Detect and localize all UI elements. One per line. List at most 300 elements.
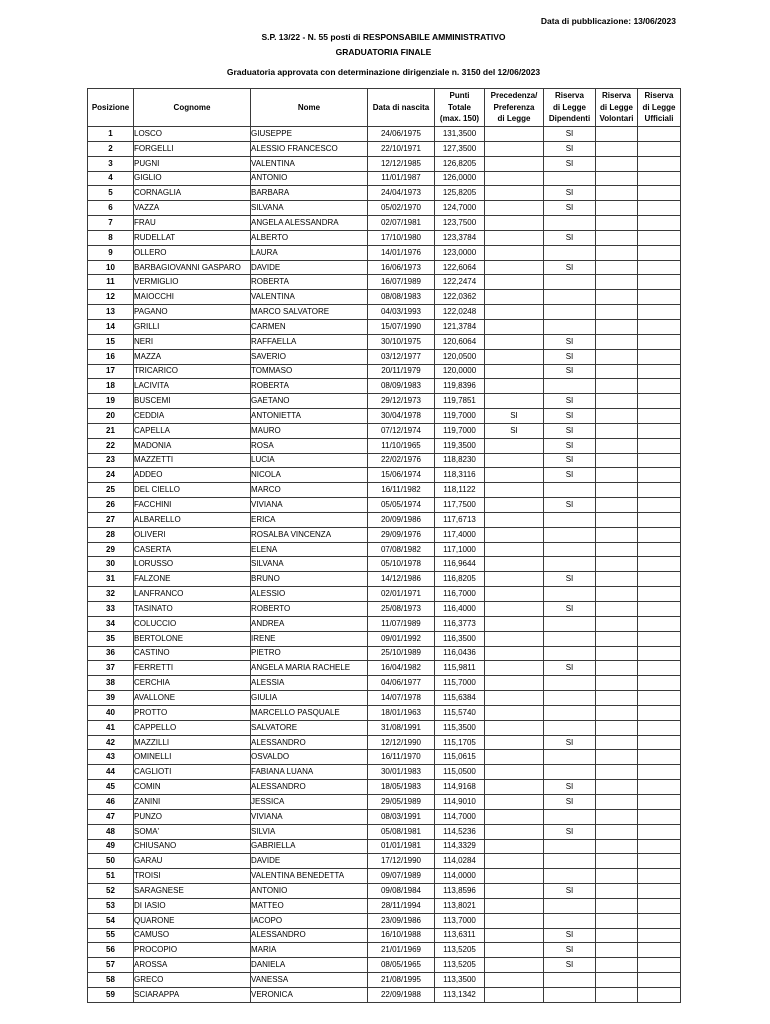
cell-nome: ROSALBA VINCENZA [251, 527, 368, 542]
header-line: Preferenza [493, 102, 535, 112]
cell-precedenza [485, 824, 544, 839]
cell-punti-totale: 116,8205 [435, 572, 485, 587]
cell-riserva-ufficiali [638, 987, 681, 1002]
cell-posizione: 59 [88, 987, 134, 1002]
cell-punti-totale: 121,3784 [435, 319, 485, 334]
cell-posizione: 1 [88, 127, 134, 142]
cell-precedenza [485, 705, 544, 720]
cell-data-nascita: 09/01/1992 [368, 631, 435, 646]
table-row [88, 676, 681, 691]
cell-riserva-ufficiali [638, 290, 681, 305]
cell-riserva-ufficiali [638, 616, 681, 631]
cell-riserva-dipendenti [544, 646, 596, 661]
table-row [88, 171, 681, 186]
cell-posizione: 46 [88, 794, 134, 809]
approval-note: Graduatoria approvata con determinazione dirigenziale n. 3150 del 12/06/2023 [226, 67, 541, 77]
cell-riserva-dipendenti [544, 512, 596, 527]
cell-riserva-dipendenti: SI [544, 780, 596, 795]
cell-riserva-dipendenti: SI [544, 824, 596, 839]
cell-nome: GIULIA [251, 691, 368, 706]
cell-posizione: 47 [88, 809, 134, 824]
cell-nome: ANTONIO [251, 171, 368, 186]
cell-riserva-volontari [596, 260, 638, 275]
cell-cognome: PUNZO [134, 809, 251, 824]
cell-riserva-volontari [596, 319, 638, 334]
cell-precedenza [485, 260, 544, 275]
table-row [88, 319, 681, 334]
table-row [88, 349, 681, 364]
cell-riserva-dipendenti: SI [544, 186, 596, 201]
cell-cognome: MADONIA [134, 438, 251, 453]
cell-riserva-ufficiali [638, 156, 681, 171]
cell-punti-totale: 114,0000 [435, 869, 485, 884]
cell-posizione: 26 [88, 498, 134, 513]
cell-riserva-ufficiali [638, 898, 681, 913]
cell-cognome: CAPPELLO [134, 720, 251, 735]
cell-riserva-volontari [596, 171, 638, 186]
cell-precedenza [485, 958, 544, 973]
cell-riserva-ufficiali [638, 913, 681, 928]
cell-nome: LUCIA [251, 453, 368, 468]
header-line: Riserva [602, 91, 631, 101]
header-line: di Legge [642, 102, 676, 112]
cell-posizione: 14 [88, 319, 134, 334]
cell-data-nascita: 07/12/1974 [368, 423, 435, 438]
cell-riserva-dipendenti [544, 616, 596, 631]
cell-precedenza [485, 483, 544, 498]
cell-posizione: 5 [88, 186, 134, 201]
cell-precedenza [485, 631, 544, 646]
cell-riserva-volontari [596, 483, 638, 498]
cell-riserva-dipendenti [544, 290, 596, 305]
cell-riserva-volontari [596, 498, 638, 513]
cell-cognome: OMINELLI [134, 750, 251, 765]
cell-punti-totale: 116,7000 [435, 587, 485, 602]
cell-precedenza [485, 290, 544, 305]
table-row [88, 186, 681, 201]
cell-riserva-volontari [596, 928, 638, 943]
cell-riserva-dipendenti [544, 691, 596, 706]
cell-riserva-ufficiali [638, 557, 681, 572]
cell-posizione: 44 [88, 765, 134, 780]
table-row [88, 305, 681, 320]
cell-riserva-volontari [596, 394, 638, 409]
cell-cognome: CHIUSANO [134, 839, 251, 854]
cell-data-nascita: 30/10/1975 [368, 334, 435, 349]
cell-riserva-dipendenti: SI [544, 260, 596, 275]
cell-punti-totale: 114,3329 [435, 839, 485, 854]
cell-riserva-ufficiali [638, 527, 681, 542]
cell-data-nascita: 23/09/1986 [368, 913, 435, 928]
cell-posizione: 32 [88, 587, 134, 602]
table-row [88, 809, 681, 824]
header-text: Posizione [91, 102, 130, 112]
cell-punti-totale: 114,9168 [435, 780, 485, 795]
table-row [88, 943, 681, 958]
cell-riserva-ufficiali [638, 780, 681, 795]
cell-data-nascita: 25/08/1973 [368, 602, 435, 617]
cell-posizione: 18 [88, 379, 134, 394]
cell-cognome: COMIN [134, 780, 251, 795]
cell-punti-totale: 115,0615 [435, 750, 485, 765]
table-row [88, 527, 681, 542]
cell-nome: DAVIDE [251, 260, 368, 275]
cell-punti-totale: 115,7000 [435, 676, 485, 691]
cell-posizione: 24 [88, 468, 134, 483]
header-line: Totale [448, 102, 471, 112]
cell-posizione: 58 [88, 973, 134, 988]
table-row [88, 765, 681, 780]
cell-posizione: 6 [88, 201, 134, 216]
cell-precedenza [485, 661, 544, 676]
cell-punti-totale: 113,5205 [435, 958, 485, 973]
cell-riserva-volontari [596, 854, 638, 869]
cell-cognome: TROISI [134, 869, 251, 884]
table-row [88, 512, 681, 527]
cell-cognome: SOMA' [134, 824, 251, 839]
table-row [88, 260, 681, 275]
cell-riserva-dipendenti [544, 245, 596, 260]
cell-riserva-dipendenti: SI [544, 230, 596, 245]
cell-riserva-volontari [596, 542, 638, 557]
cell-riserva-ufficiali [638, 869, 681, 884]
cell-posizione: 42 [88, 735, 134, 750]
cell-precedenza [485, 913, 544, 928]
cell-data-nascita: 15/07/1990 [368, 319, 435, 334]
cell-cognome: QUARONE [134, 913, 251, 928]
cell-nome: VALENTINA BENEDETTA [251, 869, 368, 884]
cell-punti-totale: 125,8205 [435, 186, 485, 201]
cell-data-nascita: 16/07/1989 [368, 275, 435, 290]
cell-data-nascita: 05/02/1970 [368, 201, 435, 216]
cell-riserva-volontari [596, 334, 638, 349]
cell-nome: DAVIDE [251, 854, 368, 869]
cell-riserva-volontari [596, 839, 638, 854]
cell-cognome: GRILLI [134, 319, 251, 334]
cell-data-nascita: 09/08/1984 [368, 884, 435, 899]
cell-data-nascita: 11/01/1987 [368, 171, 435, 186]
cell-posizione: 35 [88, 631, 134, 646]
cell-riserva-dipendenti: SI [544, 334, 596, 349]
cell-riserva-volontari [596, 290, 638, 305]
cell-riserva-volontari [596, 676, 638, 691]
table-row [88, 364, 681, 379]
cell-riserva-dipendenti: SI [544, 468, 596, 483]
cell-data-nascita: 18/05/1983 [368, 780, 435, 795]
table-row [88, 453, 681, 468]
cell-precedenza [485, 869, 544, 884]
cell-riserva-ufficiali [638, 305, 681, 320]
cell-riserva-dipendenti [544, 720, 596, 735]
cell-cognome: ALBARELLO [134, 512, 251, 527]
cell-riserva-volontari [596, 958, 638, 973]
cell-punti-totale: 119,7851 [435, 394, 485, 409]
cell-precedenza [485, 750, 544, 765]
cell-punti-totale: 117,1000 [435, 542, 485, 557]
cell-cognome: BARBAGIOVANNI GASPARO [134, 260, 251, 275]
cell-punti-totale: 113,6311 [435, 928, 485, 943]
cell-nome: MARCO SALVATORE [251, 305, 368, 320]
cell-data-nascita: 08/05/1965 [368, 958, 435, 973]
cell-nome: VERONICA [251, 987, 368, 1002]
cell-punti-totale: 123,3784 [435, 230, 485, 245]
cell-nome: ALBERTO [251, 230, 368, 245]
cell-riserva-ufficiali [638, 186, 681, 201]
cell-precedenza [485, 201, 544, 216]
header-line: Ufficiali [644, 114, 674, 124]
cell-posizione: 21 [88, 423, 134, 438]
cell-nome: FABIANA LUANA [251, 765, 368, 780]
cell-riserva-dipendenti [544, 987, 596, 1002]
cell-precedenza [485, 973, 544, 988]
cell-cognome: LORUSSO [134, 557, 251, 572]
cell-cognome: PUGNI [134, 156, 251, 171]
cell-punti-totale: 120,0000 [435, 364, 485, 379]
cell-precedenza [485, 468, 544, 483]
cell-riserva-volontari [596, 780, 638, 795]
cell-riserva-dipendenti: SI [544, 201, 596, 216]
cell-riserva-volontari [596, 379, 638, 394]
cell-punti-totale: 119,7000 [435, 423, 485, 438]
cell-nome: GABRIELLA [251, 839, 368, 854]
cell-punti-totale: 116,4000 [435, 602, 485, 617]
table-row [88, 780, 681, 795]
cell-data-nascita: 08/09/1983 [368, 379, 435, 394]
cell-posizione: 8 [88, 230, 134, 245]
header-line: Riserva [644, 91, 674, 101]
cell-riserva-volontari [596, 438, 638, 453]
cell-precedenza [485, 438, 544, 453]
cell-posizione: 12 [88, 290, 134, 305]
cell-punti-totale: 115,0500 [435, 765, 485, 780]
table-row [88, 898, 681, 913]
cell-cognome: SCIARAPPA [134, 987, 251, 1002]
cell-riserva-ufficiali [638, 275, 681, 290]
cell-nome: GIUSEPPE [251, 127, 368, 142]
cell-nome: ROBERTA [251, 379, 368, 394]
cell-precedenza [485, 275, 544, 290]
cell-punti-totale: 120,6064 [435, 334, 485, 349]
cell-precedenza [485, 720, 544, 735]
table-row [88, 423, 681, 438]
cell-posizione: 11 [88, 275, 134, 290]
cell-riserva-ufficiali [638, 364, 681, 379]
col-header-cognome [134, 89, 251, 127]
cell-riserva-ufficiali [638, 943, 681, 958]
cell-nome: MATTEO [251, 898, 368, 913]
cell-cognome: CAMUSO [134, 928, 251, 943]
table-row [88, 794, 681, 809]
ranking-table [87, 88, 681, 1003]
cell-posizione: 39 [88, 691, 134, 706]
table-row [88, 928, 681, 943]
cell-data-nascita: 16/06/1973 [368, 260, 435, 275]
cell-riserva-volontari [596, 557, 638, 572]
cell-riserva-ufficiali [638, 928, 681, 943]
header-line: di Legge [497, 114, 531, 124]
cell-riserva-dipendenti: SI [544, 453, 596, 468]
cell-riserva-dipendenti: SI [544, 572, 596, 587]
cell-nome: VIVIANA [251, 498, 368, 513]
cell-punti-totale: 118,8230 [435, 453, 485, 468]
cell-cognome: PAGANO [134, 305, 251, 320]
cell-punti-totale: 122,2474 [435, 275, 485, 290]
table-row [88, 557, 681, 572]
cell-riserva-ufficiali [638, 498, 681, 513]
cell-riserva-dipendenti [544, 839, 596, 854]
cell-riserva-volontari [596, 987, 638, 1002]
cell-riserva-dipendenti [544, 557, 596, 572]
cell-data-nascita: 22/10/1971 [368, 141, 435, 156]
table-row [88, 409, 681, 424]
cell-cognome: TRICARICO [134, 364, 251, 379]
cell-data-nascita: 05/10/1978 [368, 557, 435, 572]
cell-posizione: 2 [88, 141, 134, 156]
cell-punti-totale: 115,1705 [435, 735, 485, 750]
cell-riserva-ufficiali [638, 379, 681, 394]
cell-data-nascita: 07/08/1982 [368, 542, 435, 557]
cell-precedenza [485, 780, 544, 795]
cell-riserva-dipendenti [544, 527, 596, 542]
cell-riserva-ufficiali [638, 394, 681, 409]
cell-riserva-dipendenti [544, 898, 596, 913]
table-row [88, 646, 681, 661]
cell-precedenza [485, 602, 544, 617]
publication-date: Data di pubblicazione: 13/06/2023 [540, 16, 676, 26]
cell-data-nascita: 22/02/1976 [368, 453, 435, 468]
cell-riserva-dipendenti [544, 750, 596, 765]
cell-precedenza [485, 171, 544, 186]
cell-data-nascita: 03/12/1977 [368, 349, 435, 364]
cell-data-nascita: 01/01/1981 [368, 839, 435, 854]
cell-riserva-volontari [596, 156, 638, 171]
cell-riserva-dipendenti: SI [544, 127, 596, 142]
cell-riserva-ufficiali [638, 794, 681, 809]
cell-punti-totale: 113,8021 [435, 898, 485, 913]
cell-riserva-volontari [596, 587, 638, 602]
cell-data-nascita: 21/08/1995 [368, 973, 435, 988]
cell-cognome: PROTTO [134, 705, 251, 720]
cell-punti-totale: 131,3500 [435, 127, 485, 142]
cell-cognome: BUSCEMI [134, 394, 251, 409]
table-row [88, 884, 681, 899]
cell-posizione: 45 [88, 780, 134, 795]
table-row [88, 379, 681, 394]
header-text: Nome [297, 102, 321, 112]
cell-riserva-dipendenti [544, 587, 596, 602]
cell-riserva-ufficiali [638, 720, 681, 735]
cell-nome: SAVERIO [251, 349, 368, 364]
cell-posizione: 15 [88, 334, 134, 349]
cell-precedenza: SI [485, 423, 544, 438]
header-line: di Legge [600, 102, 633, 112]
cell-nome: TOMMASO [251, 364, 368, 379]
table-row [88, 483, 681, 498]
cell-precedenza [485, 334, 544, 349]
cell-data-nascita: 04/03/1993 [368, 305, 435, 320]
header-line: Punti [449, 91, 470, 101]
cell-riserva-volontari [596, 824, 638, 839]
cell-cognome: TASINATO [134, 602, 251, 617]
cell-riserva-volontari [596, 973, 638, 988]
table-row [88, 750, 681, 765]
table-row [88, 275, 681, 290]
table-row [88, 141, 681, 156]
cell-riserva-volontari [596, 809, 638, 824]
header-line: Riserva [555, 91, 584, 101]
cell-nome: LAURA [251, 245, 368, 260]
table-body [88, 127, 681, 1003]
cell-riserva-ufficiali [638, 483, 681, 498]
cell-riserva-dipendenti: SI [544, 409, 596, 424]
cell-posizione: 9 [88, 245, 134, 260]
cell-riserva-ufficiali [638, 676, 681, 691]
table-header-row [88, 89, 681, 127]
cell-riserva-dipendenti [544, 676, 596, 691]
cell-precedenza [485, 364, 544, 379]
cell-nome: VANESSA [251, 973, 368, 988]
cell-data-nascita: 20/11/1979 [368, 364, 435, 379]
cell-nome: DANIELA [251, 958, 368, 973]
cell-punti-totale: 113,3500 [435, 973, 485, 988]
cell-nome: SALVATORE [251, 720, 368, 735]
cell-riserva-dipendenti [544, 854, 596, 869]
cell-riserva-volontari [596, 750, 638, 765]
cell-riserva-ufficiali [638, 319, 681, 334]
cell-precedenza [485, 587, 544, 602]
table-row [88, 720, 681, 735]
cell-cognome: MAZZETTI [134, 453, 251, 468]
cell-cognome: GIGLIO [134, 171, 251, 186]
cell-nome: SILVANA [251, 201, 368, 216]
cell-cognome: FORGELLI [134, 141, 251, 156]
cell-punti-totale: 127,3500 [435, 141, 485, 156]
table-row [88, 572, 681, 587]
cell-data-nascita: 22/09/1988 [368, 987, 435, 1002]
cell-riserva-dipendenti [544, 809, 596, 824]
cell-riserva-volontari [596, 275, 638, 290]
cell-cognome: NERI [134, 334, 251, 349]
cell-cognome: ZANINI [134, 794, 251, 809]
cell-data-nascita: 28/11/1994 [368, 898, 435, 913]
header-line: di Legge [553, 102, 586, 112]
cell-data-nascita: 16/10/1988 [368, 928, 435, 943]
cell-posizione: 20 [88, 409, 134, 424]
cell-riserva-volontari [596, 661, 638, 676]
cell-nome: MARCELLO PASQUALE [251, 705, 368, 720]
cell-punti-totale: 115,3500 [435, 720, 485, 735]
cell-punti-totale: 113,1342 [435, 987, 485, 1002]
cell-riserva-volontari [596, 735, 638, 750]
cell-nome: ALESSANDRO [251, 735, 368, 750]
cell-cognome: VAZZA [134, 201, 251, 216]
cell-precedenza [485, 646, 544, 661]
cell-cognome: PROCOPIO [134, 943, 251, 958]
cell-cognome: RUDELLAT [134, 230, 251, 245]
cell-riserva-volontari [596, 409, 638, 424]
cell-cognome: GRECO [134, 973, 251, 988]
cell-data-nascita: 16/11/1970 [368, 750, 435, 765]
cell-data-nascita: 12/12/1990 [368, 735, 435, 750]
cell-riserva-ufficiali [638, 141, 681, 156]
cell-precedenza [485, 512, 544, 527]
cell-punti-totale: 124,7000 [435, 201, 485, 216]
cell-riserva-volontari [596, 230, 638, 245]
cell-cognome: OLLERO [134, 245, 251, 260]
cell-punti-totale: 122,6064 [435, 260, 485, 275]
cell-riserva-volontari [596, 913, 638, 928]
cell-riserva-volontari [596, 646, 638, 661]
